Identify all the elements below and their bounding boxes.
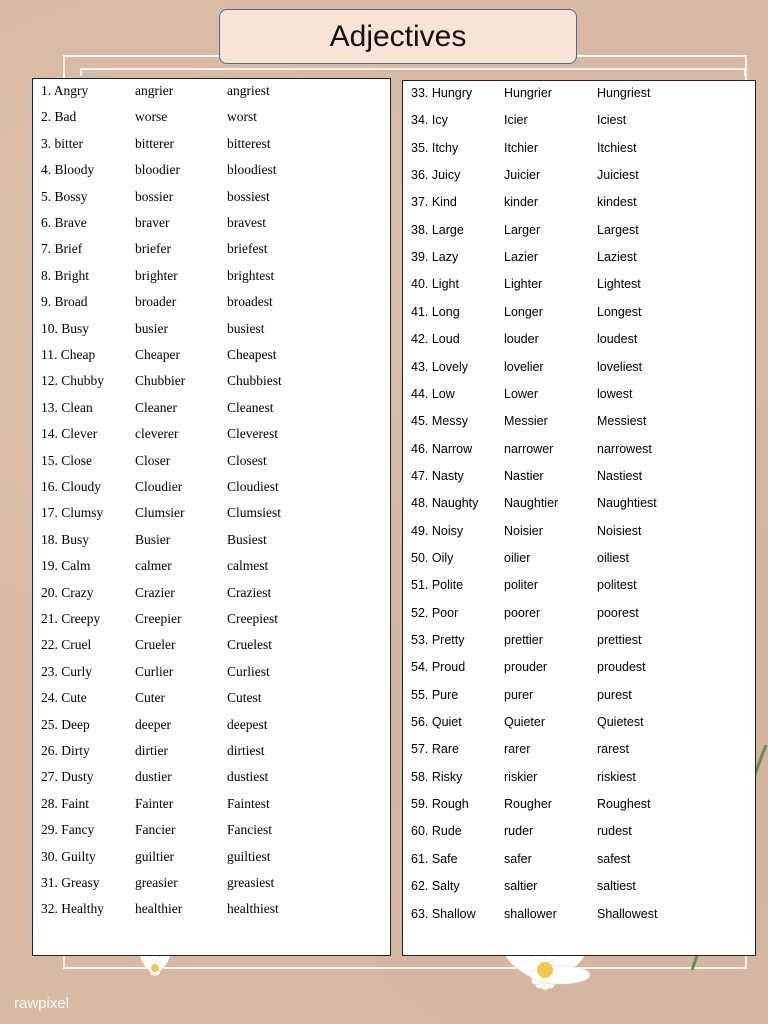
adjective-base: 58. Risky [411, 769, 463, 784]
adjective-comparative: broader [135, 294, 177, 310]
adjective-superlative: loveliest [597, 359, 643, 374]
adjective-superlative: purest [597, 687, 632, 702]
adjective-superlative: Creepiest [227, 611, 278, 626]
adjective-row [33, 241, 390, 261]
adjective-comparative: Hungrier [504, 86, 552, 100]
adjective-comparative: bossier [135, 188, 174, 204]
adjective-row [403, 305, 755, 325]
adjective-base: 30. Guilty [41, 848, 96, 864]
decorative-frame-inner [80, 68, 746, 76]
adjective-comparative: Naughtier [504, 496, 559, 511]
adjective-comparative: lovelier [504, 359, 544, 374]
adjective-comparative: Cleaner [135, 399, 177, 415]
adjective-comparative: Crueler [135, 637, 176, 653]
adjective-comparative: Noisier [504, 523, 543, 538]
adjective-base: 8. Bright [41, 267, 90, 283]
adjective-superlative: lowest [597, 386, 633, 401]
adjective-comparative: healthier [135, 901, 183, 917]
adjective-base: 54. Proud [411, 660, 466, 675]
adjective-list-left [32, 78, 391, 956]
adjective-comparative: cleverer [135, 426, 179, 442]
adjective-comparative: bloodier [135, 162, 180, 178]
adjective-row [403, 113, 755, 133]
adjective-row [33, 321, 390, 341]
adjective-row [33, 215, 390, 235]
adjective-row [33, 796, 390, 816]
adjective-superlative: bravest [227, 215, 266, 230]
adjective-row [33, 426, 390, 446]
adjective-row [33, 822, 390, 842]
adjective-comparative: saltier [504, 879, 538, 894]
adjective-comparative: calmer [135, 558, 172, 574]
adjective-base: 20. Crazy [41, 584, 94, 600]
adjective-row [403, 250, 755, 270]
adjective-superlative: Itchiest [597, 140, 637, 155]
adjective-base: 45. Messy [411, 414, 468, 429]
adjective-comparative: narrower [504, 441, 554, 456]
adjective-row [403, 742, 755, 762]
adjective-superlative: Clumsiest [227, 505, 282, 521]
adjective-row [403, 524, 755, 544]
adjective-row [403, 168, 755, 188]
adjective-comparative: rarer [504, 742, 531, 757]
adjective-comparative: Juicier [504, 168, 541, 183]
adjective-base: 48. Naughty [411, 496, 479, 511]
adjective-superlative: oiliest [597, 550, 629, 565]
adjective-superlative: Cleverest [227, 426, 278, 442]
adjective-comparative: brighter [135, 267, 178, 283]
adjective-base: 33. Hungry [411, 86, 473, 100]
adjective-base: 18. Busy [41, 531, 90, 547]
adjective-row [33, 162, 390, 182]
adjective-superlative: Curliest [227, 663, 270, 679]
adjective-superlative: brightest [227, 267, 275, 283]
adjective-comparative: shallower [504, 906, 557, 921]
adjective-comparative: ruder [504, 824, 534, 839]
adjective-row [403, 770, 755, 790]
adjective-comparative: Cheaper [135, 347, 180, 362]
adjective-base: 3. bitter [41, 135, 83, 151]
adjective-comparative: angrier [135, 83, 174, 98]
adjective-base: 36. Juicy [411, 168, 461, 183]
adjective-base: 34. Icy [411, 113, 448, 128]
adjective-comparative: Clumsier [135, 505, 185, 521]
adjective-row [403, 797, 755, 817]
adjective-superlative: healthiest [227, 901, 279, 917]
adjective-base: 5. Bossy [41, 188, 88, 204]
adjective-comparative: safer [504, 851, 532, 866]
adjective-superlative: Laziest [597, 250, 637, 265]
adjective-row [33, 849, 390, 869]
adjective-base: 29. Fancy [41, 822, 95, 838]
adjective-comparative: Larger [504, 222, 541, 237]
adjective-row [33, 347, 390, 367]
adjective-comparative: worse [135, 109, 168, 125]
watermark: rawpixel [14, 995, 70, 1012]
adjective-base: 11. Cheap [41, 347, 96, 362]
adjective-superlative: briefest [227, 241, 268, 257]
adjective-comparative: louder [504, 332, 539, 347]
adjective-superlative: Naughtiest [597, 496, 657, 511]
adjective-comparative: Curlier [135, 663, 174, 679]
adjective-base: 25. Deep [41, 716, 90, 732]
adjective-base: 22. Cruel [41, 637, 92, 653]
adjective-superlative: dustiest [227, 769, 269, 785]
adjective-base: 32. Healthy [41, 901, 104, 917]
adjective-comparative: Cloudier [135, 479, 183, 494]
adjective-superlative: prettiest [597, 633, 642, 647]
adjective-superlative: worst [227, 109, 257, 125]
adjective-superlative: politest [597, 578, 637, 593]
adjective-superlative: Noisiest [597, 523, 642, 538]
adjective-base: 57. Rare [411, 742, 459, 757]
adjective-row [403, 715, 755, 735]
adjective-row [33, 717, 390, 737]
adjective-base: 59. Rough [411, 797, 469, 812]
adjective-comparative: Nastier [504, 468, 544, 483]
adjective-base: 46. Narrow [411, 441, 473, 456]
adjective-base: 16. Cloudy [41, 479, 102, 494]
adjective-row [33, 611, 390, 631]
adjective-row [403, 852, 755, 872]
adjective-superlative: Largest [597, 222, 639, 237]
adjective-superlative: calmest [227, 558, 269, 574]
adjective-superlative: Busiest [227, 531, 267, 547]
adjective-comparative: purer [504, 687, 534, 702]
adjective-superlative: rudest [597, 824, 632, 839]
adjective-superlative: loudest [597, 332, 638, 347]
adjective-row [403, 360, 755, 380]
adjective-comparative: Fainter [135, 795, 174, 811]
adjective-superlative: Iciest [597, 113, 627, 128]
adjective-superlative: Juiciest [597, 168, 639, 183]
adjective-comparative: Crazier [135, 584, 175, 600]
adjective-row [403, 907, 755, 927]
adjective-base: 51. Polite [411, 578, 464, 593]
adjective-base: 31. Greasy [41, 875, 100, 890]
adjective-superlative: rarest [597, 742, 629, 757]
adjective-base: 10. Busy [41, 320, 90, 336]
adjective-comparative: Creepier [135, 611, 182, 626]
adjective-comparative: deeper [135, 716, 171, 732]
adjective-superlative: guiltiest [227, 848, 271, 864]
adjective-base: 43. Lovely [411, 359, 468, 374]
adjective-comparative: busier [135, 320, 168, 336]
adjective-comparative: dustier [135, 769, 172, 785]
adjective-superlative: Nastiest [597, 468, 643, 483]
adjective-row [33, 743, 390, 763]
adjective-superlative: broadest [227, 294, 273, 310]
adjective-base: 56. Quiet [411, 715, 462, 730]
adjective-row [403, 469, 755, 489]
adjective-comparative: Quieter [504, 715, 545, 730]
adjective-row [403, 442, 755, 462]
adjective-superlative: poorest [597, 605, 639, 620]
adjective-comparative: Lower [504, 386, 539, 401]
adjective-base: 63. Shallow [411, 906, 476, 921]
adjective-row [403, 824, 755, 844]
adjective-superlative: busiest [227, 320, 265, 336]
adjective-base: 41. Long [411, 304, 460, 319]
adjective-list-right [402, 80, 756, 956]
adjective-comparative: Lighter [504, 277, 543, 292]
adjective-base: 4. Bloody [41, 162, 95, 178]
adjective-base: 39. Lazy [411, 250, 459, 265]
adjective-comparative: oilier [504, 550, 531, 565]
adjective-superlative: Chubbiest [227, 373, 282, 389]
adjective-row [33, 294, 390, 314]
adjective-base: 13. Clean [41, 399, 93, 415]
adjective-superlative: Roughest [597, 797, 651, 812]
adjective-row [33, 585, 390, 605]
adjective-superlative: Cutest [227, 690, 262, 706]
adjective-row [33, 373, 390, 393]
adjective-row [33, 453, 390, 473]
adjective-base: 38. Large [411, 222, 464, 237]
adjective-row [33, 664, 390, 684]
adjective-superlative: angriest [227, 83, 270, 98]
adjective-row [33, 479, 390, 499]
adjective-base: 37. Kind [411, 195, 457, 210]
adjective-row [33, 901, 390, 921]
adjective-superlative: Closest [227, 452, 267, 468]
adjective-superlative: narrowest [597, 441, 652, 456]
adjective-superlative: saltiest [597, 879, 636, 894]
adjective-base: 17. Clumsy [41, 505, 104, 521]
adjective-superlative: riskiest [597, 769, 636, 784]
adjective-row [403, 606, 755, 626]
adjective-row [403, 86, 755, 106]
adjective-base: 61. Safe [411, 851, 458, 866]
adjective-comparative: Messier [504, 414, 548, 429]
adjective-comparative: kinder [504, 195, 539, 210]
small-daisy-icon [125, 950, 185, 990]
adjective-superlative: Cleanest [227, 399, 274, 415]
adjective-comparative: briefer [135, 241, 171, 257]
adjective-comparative: guiltier [135, 848, 174, 864]
adjective-row [403, 277, 755, 297]
adjective-base: 50. Oily [411, 550, 454, 565]
adjective-comparative: braver [135, 215, 170, 230]
adjective-base: 53. Pretty [411, 633, 465, 647]
adjective-row [403, 141, 755, 161]
adjective-comparative: Lazier [504, 250, 539, 265]
adjective-comparative: Icier [504, 113, 528, 128]
adjective-superlative: deepest [227, 716, 268, 732]
adjective-row [403, 551, 755, 571]
adjective-comparative: dirtier [135, 743, 168, 758]
adjective-row [33, 637, 390, 657]
adjective-superlative: Craziest [227, 584, 272, 600]
adjective-superlative: kindest [597, 195, 637, 210]
adjective-superlative: Cloudiest [227, 479, 279, 494]
adjective-comparative: Rougher [504, 797, 552, 812]
adjective-comparative: greasier [135, 875, 178, 890]
adjective-base: 40. Light [411, 277, 459, 292]
adjective-comparative: Cuter [135, 690, 165, 706]
adjective-row [403, 387, 755, 407]
adjective-row [33, 109, 390, 129]
adjective-row [403, 332, 755, 352]
adjective-base: 23. Curly [41, 663, 93, 679]
adjective-comparative: riskier [504, 769, 538, 784]
adjective-base: 62. Salty [411, 879, 460, 894]
adjective-row [33, 875, 390, 895]
adjective-base: 24. Cute [41, 690, 87, 706]
adjective-comparative: prouder [504, 660, 548, 675]
adjective-base: 12. Chubby [41, 373, 105, 389]
adjective-superlative: Lightest [597, 277, 641, 292]
adjective-base: 7. Brief [41, 241, 83, 257]
adjective-row [33, 690, 390, 710]
adjective-base: 28. Faint [41, 795, 90, 811]
adjective-superlative: bossiest [227, 188, 270, 204]
adjective-base: 26. Dirty [41, 743, 90, 758]
adjective-superlative: Cruelest [227, 637, 272, 653]
adjective-superlative: proudest [597, 660, 646, 675]
adjective-row [403, 414, 755, 434]
adjective-superlative: Faintest [227, 795, 270, 811]
adjective-base: 35. Itchy [411, 140, 459, 155]
adjective-base: 14. Clever [41, 426, 98, 442]
adjective-base: 60. Rude [411, 824, 462, 839]
adjective-base: 47. Nasty [411, 468, 464, 483]
adjective-base: 27. Dusty [41, 769, 94, 785]
adjective-row [403, 195, 755, 215]
adjective-row [403, 660, 755, 680]
adjective-superlative: Longest [597, 304, 642, 319]
adjective-row [33, 400, 390, 420]
adjective-row [403, 688, 755, 708]
adjective-base: 49. Noisy [411, 523, 464, 538]
adjective-comparative: Fancier [135, 822, 176, 838]
adjective-row [33, 83, 390, 103]
adjective-comparative: Itchier [504, 140, 539, 155]
adjective-comparative: prettier [504, 633, 543, 647]
adjective-comparative: poorer [504, 605, 541, 620]
adjective-base: 2. Bad [41, 109, 77, 125]
adjective-superlative: safest [597, 851, 631, 866]
adjective-row [33, 268, 390, 288]
adjective-row [33, 532, 390, 552]
adjective-superlative: Messiest [597, 414, 647, 429]
adjective-row [403, 879, 755, 899]
adjective-base: 21. Creepy [41, 611, 101, 626]
adjective-base: 55. Pure [411, 687, 459, 702]
adjective-base: 52. Poor [411, 605, 459, 620]
adjective-base: 19. Calm [41, 558, 91, 574]
adjective-superlative: dirtiest [227, 743, 265, 758]
adjective-superlative: Fanciest [227, 822, 272, 838]
adjective-row [403, 633, 755, 653]
adjective-base: 44. Low [411, 386, 455, 401]
adjective-base: 15. Close [41, 452, 93, 468]
adjective-superlative: Hungriest [597, 86, 651, 100]
adjective-base: 1. Angry [41, 83, 89, 98]
adjective-superlative: bitterest [227, 135, 271, 151]
adjective-comparative: Chubbier [135, 373, 186, 389]
adjective-comparative: Closer [135, 452, 171, 468]
adjective-row [403, 496, 755, 516]
adjective-row [33, 136, 390, 156]
adjective-comparative: Busier [135, 531, 171, 547]
adjective-row [403, 578, 755, 598]
adjective-base: 42. Loud [411, 332, 460, 347]
adjective-superlative: Shallowest [597, 906, 658, 921]
adjective-superlative: Cheapest [227, 347, 277, 362]
adjective-row [33, 189, 390, 209]
adjective-row [33, 558, 390, 578]
adjective-row [33, 769, 390, 789]
adjective-row [403, 223, 755, 243]
adjective-row [33, 505, 390, 525]
page-title: Adjectives [219, 9, 577, 64]
adjective-comparative: politer [504, 578, 539, 593]
adjective-base: 6. Brave [41, 215, 87, 230]
adjective-superlative: greasiest [227, 875, 275, 890]
adjective-superlative: bloodiest [227, 162, 277, 178]
adjective-comparative: Longer [504, 304, 543, 319]
adjective-base: 9. Broad [41, 294, 88, 310]
adjective-comparative: bitterer [135, 135, 174, 151]
adjective-superlative: Quietest [597, 715, 644, 730]
